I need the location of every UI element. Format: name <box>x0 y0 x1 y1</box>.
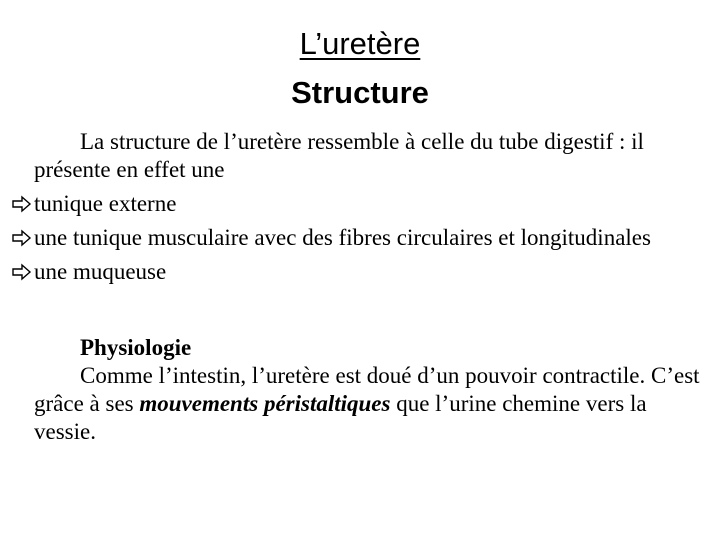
physiology-text-end: que l’urine chemine vers la vessie. <box>34 391 647 444</box>
hollow-right-arrow-icon <box>12 263 32 281</box>
bullet-item <box>34 258 704 286</box>
page-title: L’uretère <box>299 26 421 61</box>
bullet-item <box>34 190 704 218</box>
page-subtitle: Structure <box>291 75 429 110</box>
hollow-right-arrow-icon <box>12 229 32 247</box>
physiology-emphasis: mouvements péristaltiques <box>139 391 391 416</box>
physiology-paragraph <box>34 362 704 446</box>
bullet-text: une tunique musculaire avec des fibres circulaires et longitudinales <box>34 225 651 250</box>
intro-paragraph: La structure de l’uretère ressemble à celle du tube digestif : il présente en effet une <box>34 129 644 182</box>
physiology-text: Comme l’intestin, l’uretère est doué d’un pouvoir contractile. C’est grâce à ses <box>34 363 700 416</box>
slide-body <box>34 128 704 446</box>
hollow-right-arrow-icon <box>12 195 32 213</box>
physiology-heading: Physiologie <box>80 335 192 360</box>
bullet-item <box>34 224 704 252</box>
bullet-text: une muqueuse <box>34 259 167 284</box>
bullet-text: tunique externe <box>34 191 177 216</box>
